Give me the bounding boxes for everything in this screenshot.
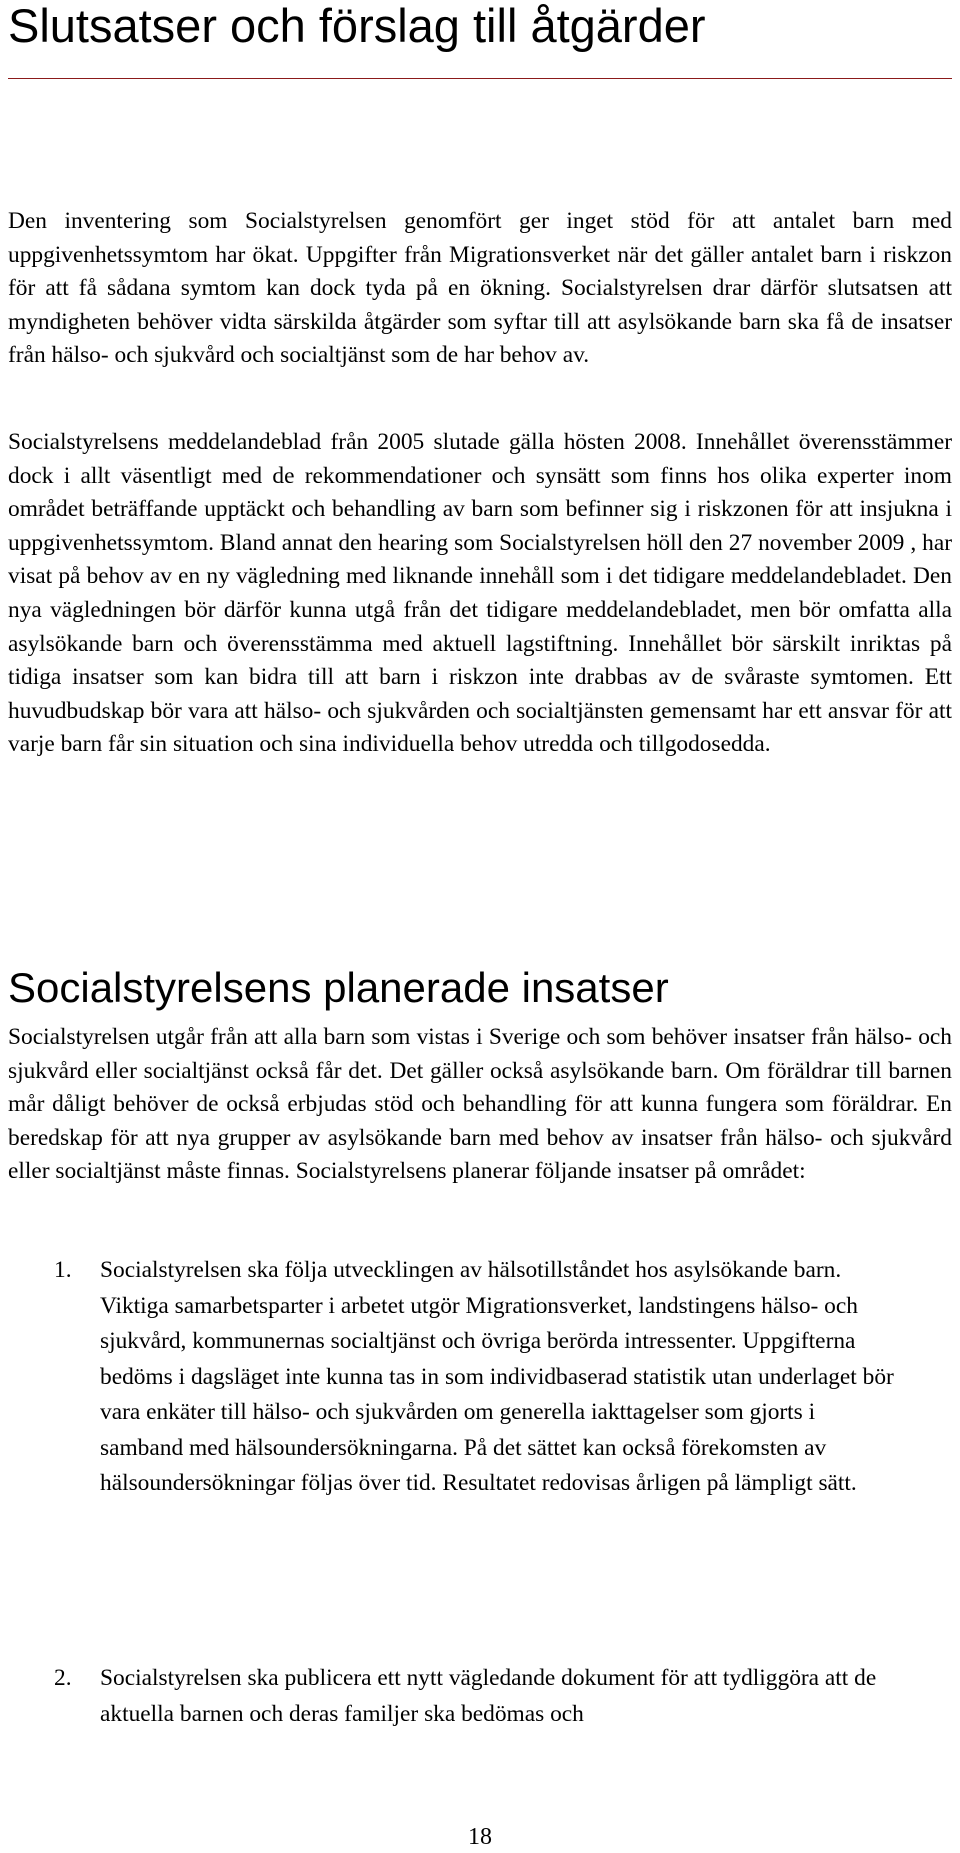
list-item-text: Socialstyrelsen ska följa utvecklingen av hälsotillståndet hos asylsökande barn. Viktiga samarbetsparter i arbetet utgör Migrationsverket, landstingens hälso- och sjukvård, kommunernas socialtjänst och övriga berörda intressenter. Uppgifterna bedöms i dagsläget inte kunna tas in som individbaserad statistik utan underlaget bör vara enkäter till hälso- och sjukvården om generella iakttagelser som gjorts i samband med hälsoundersökningarna. På det sättet kan också förekomsten av hälsoundersökningar följas över tid. Resultatet redovisas årligen på lämpligt sätt. [100, 1257, 894, 1496]
page-number: 18 [468, 1824, 492, 1850]
paragraph-guidance-leaflet: Socialstyrelsens meddelandeblad från 2005 slutade gälla hösten 2008. Innehållet överensstämmer dock i allt väsentligt med de rekommendationer och synsätt som finns hos olika experter inom området beträffande upptäckt och behandling av barn som befinner sig i riskzonen för att insjukna i uppgivenhetssymtom. Bland annat den hearing som Socialstyrelsen höll den 27 november 2009 , har visat på behov av en ny vägledning med liknande innehåll som i det tidigare meddelandebladet. Den nya vägledningen bör därför kunna utgå från det tidigare meddelandebladet, men bör omfatta alla asylsökande barn och överensstämma med aktuell lagstiftning. Innehållet bör särskilt inriktas på tidiga insatser som kan bidra till att barn i riskzon inte drabbas av de svåraste symtomen. Ett huvudbudskap bör vara att hälso- och sjukvården och socialtjänsten gemensamt har ett ansvar för att varje barn får sin situation och sina individuella behov utredda och tillgodosedda. [8, 429, 952, 758]
paragraph-planned-actions-intro: Socialstyrelsen utgår från att alla barn som vistas i Sverige och som behöver insatser från hälso- och sjukvård eller socialtjänst också får det. Det gäller också asylsökande barn. Om föräldrar till barnen mår dåligt behöver de också erbjudas stöd och behandling för att kunna fungera som föräldrar. En beredskap för att nya grupper av asylsökande barn med behov av insatser från hälso- och sjukvård eller socialtjänst måste finnas. Socialstyrelsens planerar följande insatser på området: [8, 1024, 952, 1185]
list-item [54, 1661, 952, 1732]
heading-underline-divider [8, 78, 952, 79]
list-item-text: Socialstyrelsen ska publicera ett nytt vägledande dokument för att tydliggöra att de aktuella barnen och deras familjer ska bedömas och [100, 1665, 877, 1727]
list-item-number: 2. [54, 1665, 72, 1691]
section-heading-conclusions: Slutsatser och förslag till åtgärder [8, 0, 706, 52]
list-item-number: 1. [54, 1257, 72, 1283]
paragraph-inventory-conclusion: Den inventering som Socialstyrelsen genomfört ger inget stöd för att antalet barn med uppgivenhetssymtom har ökat. Uppgifter från Migrationsverket när det gäller antalet barn i riskzon för att få sådana symtom kan dock tyda på en ökning. Socialstyrelsen drar därför slutsatsen att myndigheten behöver vidta särskilda åtgärder som syftar till att asylsökande barn ska få de insatser från hälso- och sjukvård och socialtjänst som de har behov av. [8, 208, 952, 369]
list-item [54, 1253, 952, 1502]
section-heading-planned-actions: Socialstyrelsens planerade insatser [8, 964, 669, 1011]
